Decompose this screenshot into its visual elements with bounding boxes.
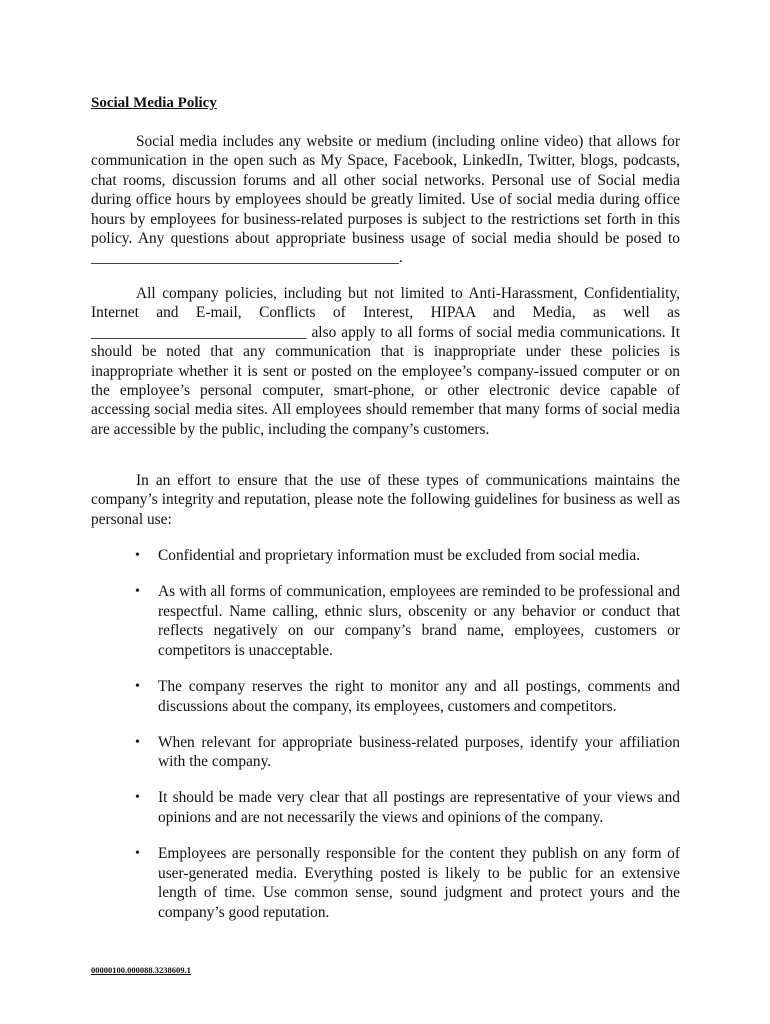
paragraph-definition: Social media includes any website or medium (including online video) that allows for communication in the open such as My Space, Facebook, LinkedIn, Twitter, blogs, podcasts, chat rooms, discussion forums and all other social networks. Personal use of Social media during office hours by employees should be greatly limited. Use of social media during office hours by employees for business-related purposes is subject to the restrictions set forth in this policy. Any questions about appropriate business usage of social media should be posed to ________________________________________.: [91, 133, 680, 267]
list-item-text: Employees are personally responsible for the content they publish on any form of user-generated media. Everything posted is likely to be public for an extensive length of time. Use common sense, sound judgment and protect yours and the company’s good reputation.: [158, 845, 680, 921]
paragraph-company-policies: All company policies, including but not limited to Anti-Harassment, Confidentiality, Internet and E-mail, Conflicts of Interest, HIPAA and Media, as well as ____________________________ also apply to all forms of social media communications. It should be noted that any communication that is inappropriate under these policies is inappropriate whether it is sent or posted on the employee’s company-issued computer or on the employee’s personal computer, smart-phone, or other electronic device capable of accessing social media sites. All employees should remember that many forms of social media are accessible by the public, including the company’s customers.: [91, 285, 680, 438]
list-item: [135, 546, 680, 566]
list-item: [135, 582, 680, 660]
list-item-text: The company reserves the right to monitor any and all postings, comments and discussions about the company, its employees, customers and competitors.: [158, 677, 680, 715]
list-item-text: When relevant for appropriate business-related purposes, identify your affiliation with the company.: [158, 733, 680, 771]
paragraph-guidelines-intro: In an effort to ensure that the use of these types of communications maintains the company’s integrity and reputation, please note the following guidelines for business as well as personal use:: [91, 472, 680, 528]
document-title: Social Media Policy: [91, 95, 217, 111]
list-item: [135, 844, 680, 922]
list-item-text: As with all forms of communication, employees are reminded to be professional and respectful. Name calling, ethnic slurs, obscenity or any behavior or conduct that reflects negatively on our company’s brand name, employees, customers or competitors is unacceptable.: [158, 583, 680, 659]
bullet-icon: •: [135, 790, 140, 806]
bullet-icon: •: [135, 548, 140, 563]
bullet-icon: •: [135, 584, 140, 600]
bullet-icon: •: [135, 678, 140, 694]
list-item: [135, 733, 680, 772]
document-footer-id: 00000100.000088.3238609.1: [91, 965, 191, 975]
list-item-text: It should be made very clear that all postings are representative of your views and opinions and are not necessarily the views and opinions of the company.: [158, 789, 680, 826]
bullet-icon: •: [135, 846, 140, 862]
guidelines-list: [135, 546, 680, 939]
list-item-text: Confidential and proprietary information must be excluded from social media.: [158, 547, 641, 564]
bullet-icon: •: [135, 734, 140, 750]
list-item: [135, 677, 680, 716]
list-item: [135, 788, 680, 827]
